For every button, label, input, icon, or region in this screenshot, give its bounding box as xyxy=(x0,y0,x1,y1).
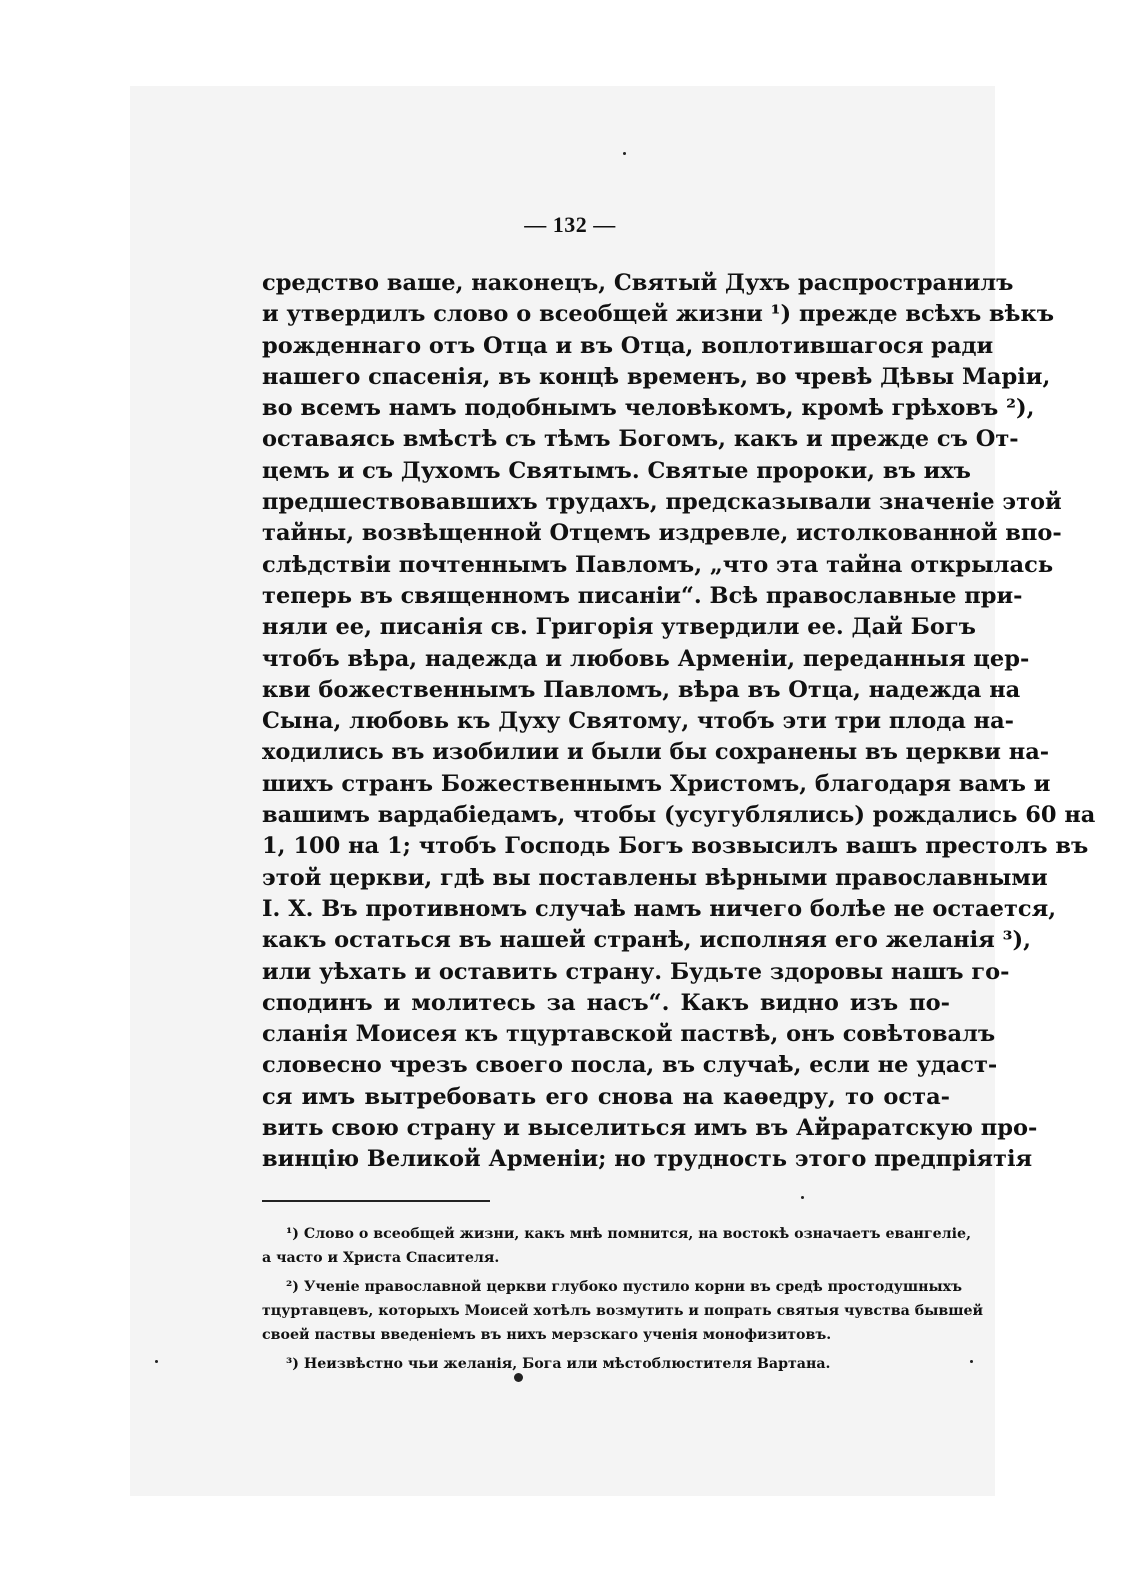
body-line: тайны, возвѣщенной Отцемъ издревле, истолкованной впо- xyxy=(262,520,1062,547)
body-line: няли ее, писанія св. Григорія утвердили ее. Дай Богъ xyxy=(262,614,976,641)
body-line: слѣдствіи почтеннымъ Павломъ, „что эта тайна открылась xyxy=(262,551,1054,578)
footnote-3-line: ³) Неизвѣстно чьи желанія, Бога или мѣстоблюстителя Вартана. xyxy=(286,1356,831,1372)
page-number: — 132 — xyxy=(524,212,616,237)
body-line: какъ остаться въ нашей странѣ, исполняя его желанія ³), xyxy=(262,927,1031,954)
body-line: предшествовавшихъ трудахъ, предсказывали значеніе этой xyxy=(262,489,1062,516)
scan-speck xyxy=(970,1360,973,1363)
body-line: оставаясь вмѣстѣ съ тѣмъ Богомъ, какъ и прежде съ От- xyxy=(262,426,1019,453)
footnote-divider xyxy=(262,1200,490,1202)
body-line: І. Х. Въ противномъ случаѣ намъ ничего болѣе не остается, xyxy=(262,895,1057,922)
body-line: Сына, любовь къ Духу Святому, чтобъ эти три плода на- xyxy=(262,708,1015,735)
scan-speck xyxy=(623,152,626,155)
body-line: словесно чрезъ своего посла, въ случаѣ, если не удаст- xyxy=(262,1052,998,1079)
body-line: шихъ странъ Божественнымъ Христомъ, благодаря вамъ и xyxy=(262,770,1051,797)
body-line: сподинъ и молитесь за насъ“. Какъ видно изъ по- xyxy=(262,989,950,1016)
footnote-2-line: тцуртавцевъ, которыхъ Моисей хотѣлъ возмутить и попрать святыя чувства бывшей xyxy=(262,1303,984,1319)
body-line: теперь въ священномъ писаніи“. Всѣ православные при- xyxy=(262,582,1023,609)
body-line: вить свою страну и выселиться имъ въ Айраратскую про- xyxy=(262,1115,1038,1142)
footnotes xyxy=(262,1222,984,1376)
footnote-1-line: ¹) Слово о всеобщей жизни, какъ мнѣ помнится, на востокѣ означаетъ евангеліе, xyxy=(286,1226,972,1242)
footnote-1-line: а часто и Христа Спасителя. xyxy=(262,1250,500,1266)
footnote-2-line: ²) Ученіе православной церкви глубоко пустило корни въ средѣ простодушныхъ xyxy=(286,1279,963,1295)
body-text xyxy=(262,268,1096,1176)
scan-speck xyxy=(801,1196,804,1199)
footnote-2-line: своей паствы введеніемъ въ нихъ мерзскаго ученія монофизитовъ. xyxy=(262,1327,832,1343)
body-line: чтобъ вѣра, надежда и любовь Арменіи, переданныя цер- xyxy=(262,645,1030,672)
body-line: этой церкви, гдѣ вы поставлены вѣрными православными xyxy=(262,864,1048,891)
body-line: цемъ и съ Духомъ Святымъ. Святые пророки, въ ихъ xyxy=(262,457,971,484)
body-line: и утвердилъ слово о всеобщей жизни ¹) прежде всѣхъ вѣкъ xyxy=(262,301,1055,328)
body-line: 1, 100 на 1; чтобъ Господь Богъ возвысилъ вашъ престолъ въ xyxy=(262,833,1089,860)
body-line: ся имъ вытребовать его снова на каѳедру, то оста- xyxy=(262,1083,950,1110)
body-line: винцію Великой Арменіи; но трудность этого предпріятія xyxy=(262,1146,1033,1173)
scan-speck xyxy=(155,1360,158,1363)
body-line: ходились въ изобилии и были бы сохранены въ церкви на- xyxy=(262,739,1050,766)
body-line: нашего спасенія, въ концѣ временъ, во чревѣ Дѣвы Маріи, xyxy=(262,363,1051,390)
body-line: сланія Моисея къ тцуртавской паствѣ, онъ совѣтовалъ xyxy=(262,1021,996,1048)
body-line: во всемъ намъ подобнымъ человѣкомъ, кромѣ грѣховъ ²), xyxy=(262,395,1035,422)
body-line: рожденнаго отъ Отца и въ Отца, воплотившагося ради xyxy=(262,332,994,359)
scan-speck xyxy=(514,1373,523,1382)
body-line: кви божественнымъ Павломъ, вѣра въ Отца, надежда на xyxy=(262,676,1021,703)
body-line: средство ваше, наконецъ, Святый Духъ распространилъ xyxy=(262,270,1014,296)
body-line: вашимъ вардабіедамъ, чтобы (усугублялись) рождались 60 на xyxy=(262,802,1096,829)
body-line: или уѣхать и оставить страну. Будьте здоровы нашъ го- xyxy=(262,958,1010,985)
